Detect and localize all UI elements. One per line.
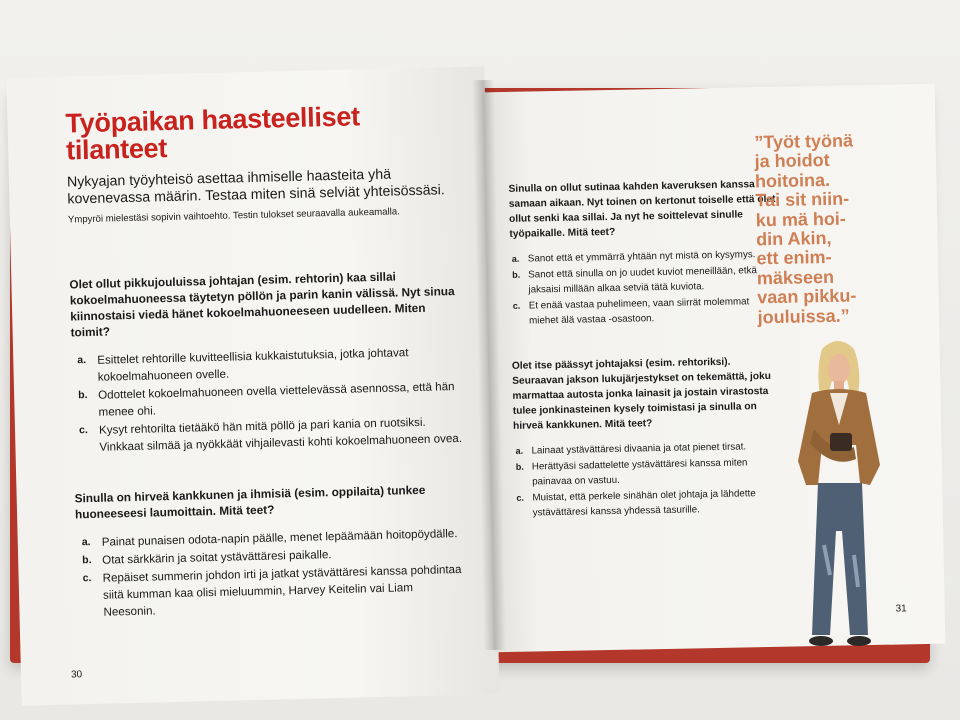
option-letter: c. bbox=[78, 424, 88, 437]
option-letter: b. bbox=[515, 461, 524, 472]
option-text: Painat punaisen odota-napin päälle, menet lepäämään hoitopöydälle. bbox=[101, 527, 458, 549]
question-1-text: Olet ollut pikkujouluissa johtajan (esim. rehtorin) kaa sillai kokoelmahuoneessa täytetyn pöllön ja parin kanin välissä. Nyt sinua kiinnostaisi viedä hänet kokoelmahuoneeseen uudelleen. Miten toimit? bbox=[69, 269, 455, 340]
quote-line: jouluissa.” bbox=[757, 305, 850, 327]
option-text: Muistat, että perkele sinähän olet johtaja ja lähdette ystävättäresi kanssa yhdessä tasurille. bbox=[532, 488, 756, 519]
question-2-options bbox=[76, 525, 468, 622]
quote-line: mäkseen bbox=[756, 266, 835, 289]
question-4-options bbox=[513, 439, 782, 521]
option-4c[interactable] bbox=[514, 486, 783, 521]
question-2-text: Sinulla on hirveä kankkunen ja ihmisiä (esim. oppilaita) tunkee huoneeseesi laumoittain. Mitä teet? bbox=[74, 482, 426, 522]
question-4 bbox=[512, 354, 783, 521]
quote-line: vaan pikku- bbox=[757, 285, 857, 308]
question-2 bbox=[74, 481, 467, 621]
option-letter: c. bbox=[516, 492, 525, 503]
option-text: Et enää vastaa puhelimeen, vaan siirrät molemmat miehet älä vastaa -osastoon. bbox=[528, 296, 750, 327]
intro-text: Nykyajan työyhteisö asettaa ihmiselle haasteita yhä kovenevassa määrin. Testaa miten sinä selviät yhteisössäsi. bbox=[66, 166, 445, 208]
option-letter: c. bbox=[512, 300, 521, 311]
option-letter: a. bbox=[77, 354, 87, 367]
option-text: Odottelet kokoelmahuoneen ovella viettelevässä asennossa, että hän menee ohi. bbox=[98, 380, 455, 419]
quote-line: ett enim- bbox=[756, 247, 832, 269]
page-number-left: 30 bbox=[70, 669, 83, 681]
left-page bbox=[6, 66, 499, 705]
quote-line: Tai sit niin- bbox=[755, 188, 850, 211]
option-letter: a. bbox=[81, 536, 91, 549]
page-number-right: 31 bbox=[895, 603, 907, 615]
page-title bbox=[65, 101, 456, 165]
quote-line: ku mä hoi- bbox=[755, 208, 847, 230]
title-line-2: tilanteet bbox=[65, 133, 168, 166]
option-text: Herättyäsi sadattelette ystävättäresi kanssa miten painavaa on vastuu. bbox=[531, 457, 748, 488]
option-3b[interactable] bbox=[510, 263, 779, 298]
option-3c[interactable] bbox=[511, 294, 780, 329]
question-3-options bbox=[510, 247, 779, 329]
option-text: Sanot että et ymmärrä yhtään nyt mistä on kysymys. bbox=[527, 249, 756, 265]
option-letter: a. bbox=[515, 445, 524, 456]
option-text: Lainaat ystävättäresi divaania ja otat pienet tirsat. bbox=[531, 441, 747, 457]
quote-line: hoitoina. bbox=[754, 169, 831, 192]
option-text: Esittelet rehtorille kuvitteellisia kukkaistutuksia, jotka johtavat kokoelmahuoneen ovelle. bbox=[97, 346, 409, 384]
question-1-options bbox=[71, 343, 463, 456]
question-4-text: Olet itse päässyt johtajaksi (esim. rehtoriksi). Seuraavan jakson lukujärjestykset on tekemättä, joku marmattaa autosta jonka lainasit ja jostain virastosta tulee jonkinasteinen kysely toimistasi ja sinulla on hirveä kankkunen. Mitä teet? bbox=[511, 356, 772, 432]
option-letter: b. bbox=[82, 553, 92, 567]
title-line-1: Työpaikan haasteelliset bbox=[65, 101, 361, 139]
option-text: Repäiset summerin johdon irti ja jatkat ystävättäresi kanssa pohdintaa siitä kumman kaa olisi mieluummin, Harvey Keitelin vai Liam Neesonin. bbox=[102, 562, 462, 619]
option-text: Otat särkkärin ja soitat ystävättäresi paikalle. bbox=[102, 548, 332, 567]
question-3 bbox=[508, 177, 779, 329]
question-1 bbox=[69, 267, 463, 456]
question-3-text: Sinulla on ollut sutinaa kahden kaveruksen kanssa samaan aikaan. Nyt toinen on kertonut toiselle että olet ollut senki kaa sillai. Ja nyt he soittelevat sinulle työpaikalle. Mitä teet? bbox=[508, 179, 776, 240]
quote-line: ja hoidot bbox=[754, 150, 830, 172]
option-letter: b. bbox=[78, 389, 88, 402]
option-text: Kysyt rehtorilta tietääkö hän mitä pöllö ja pari kania on ruotsiksi. Vinkkaat silmää ja nyökkäät vihjailevasti kohti kokoelmahuoneen ovea. bbox=[98, 415, 463, 454]
option-2c[interactable] bbox=[76, 561, 467, 622]
option-letter: a. bbox=[511, 253, 520, 264]
instruction-text: Ympyröi mielestäsi sopivin vaihtoehto. Testin tulokset seuraavalla aukeamalla. bbox=[67, 206, 400, 226]
option-text: Sanot että sinulla on jo uudet kuviot meneillään, etkä jaksaisi millään alkaa setviä tätä kuviota. bbox=[528, 265, 757, 296]
quote-line: ”Työt työnä bbox=[754, 130, 854, 153]
quote-line: din Akin, bbox=[755, 227, 832, 250]
pull-quote bbox=[754, 131, 898, 328]
option-4b[interactable] bbox=[514, 455, 783, 490]
option-letter: c. bbox=[82, 572, 92, 585]
woman-photo bbox=[784, 335, 894, 649]
option-letter: b. bbox=[512, 269, 521, 280]
